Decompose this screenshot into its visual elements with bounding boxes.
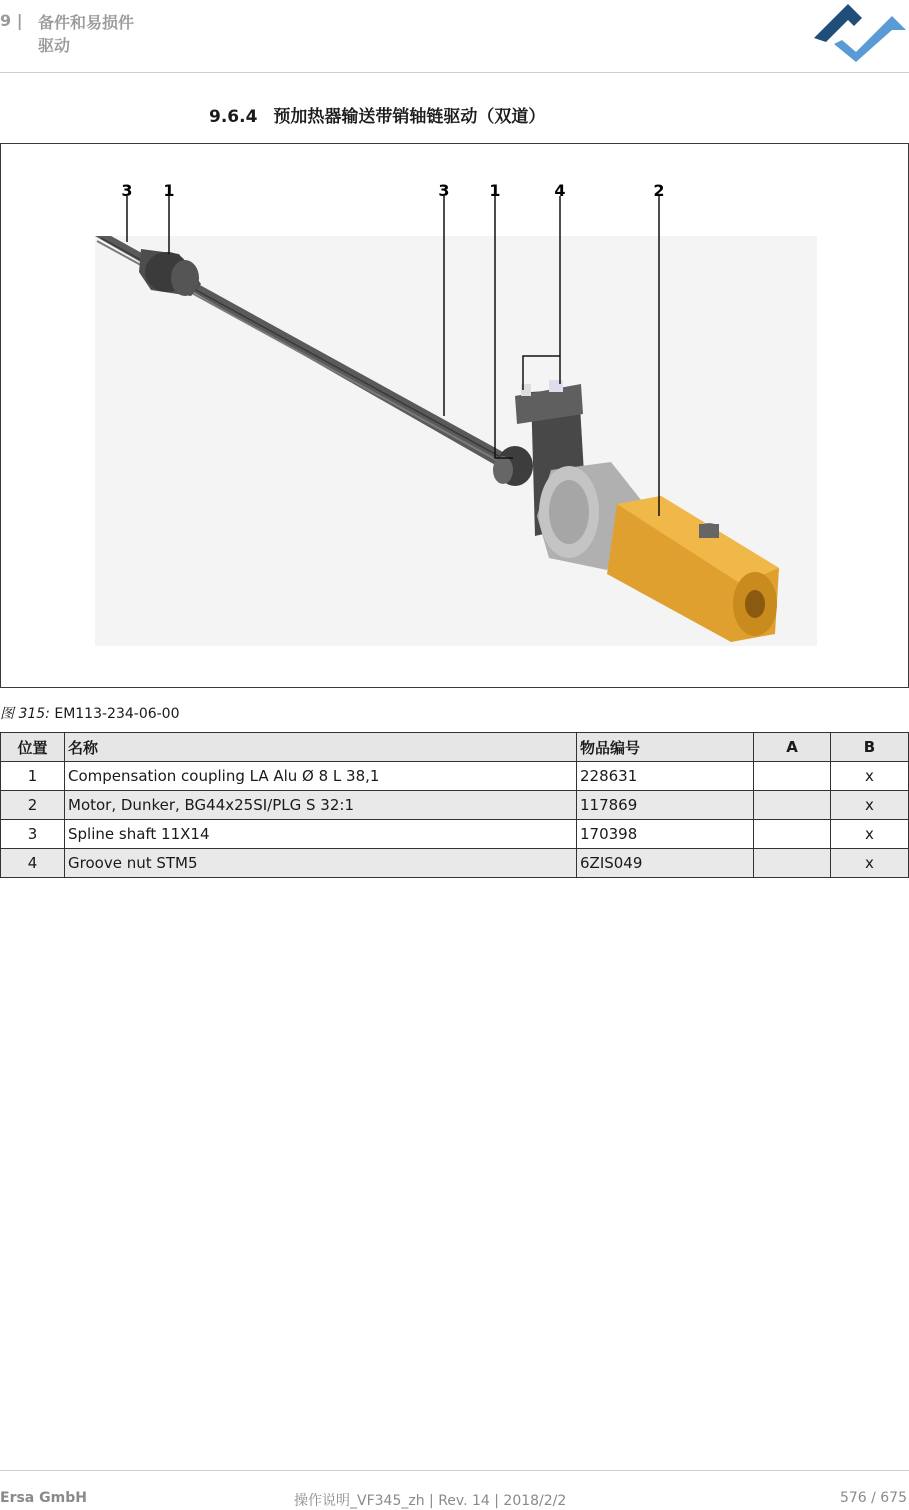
cell-a [754,791,831,820]
cell-position: 3 [1,820,65,849]
cell-position: 4 [1,849,65,878]
table-row [1,791,909,820]
callout-2: 2 [653,181,665,200]
caption-label: 图 315: [0,706,50,722]
table-row [1,849,909,878]
cell-name: Groove nut STM5 [65,849,577,878]
callout-4: 4 [554,181,566,200]
footer-document: 操作说明_VF345_zh | Rev. 14 | 2018/2/2 [294,1493,567,1509]
header-a: A [754,733,831,762]
cell-b: x [831,791,909,820]
header-b: B [831,733,909,762]
ersa-logo [812,0,908,62]
table-row [1,820,909,849]
callout-1b: 1 [489,181,501,200]
footer-page-number: 576 / 675 [839,1490,907,1506]
cell-a [754,849,831,878]
header-divider [0,72,909,73]
caption-text: EM113-234-06-00 [54,706,180,722]
drive-figure [0,143,909,688]
chapter-title [38,11,134,57]
footer-divider [0,1470,909,1471]
cell-name: Compensation coupling LA Alu Ø 8 L 38,1 [65,762,577,791]
section-heading [209,102,545,127]
cell-part-number: 170398 [577,820,754,849]
cell-b: x [831,762,909,791]
section-number: 9.6.4 [209,107,258,127]
cell-a [754,762,831,791]
callout-3a: 3 [121,181,133,200]
section-title: 预加热器输送带销轴链驱动（双道） [273,107,546,127]
cell-name: Motor, Dunker, BG44x25SI/PLG S 32:1 [65,791,577,820]
chapter-title-line1: 备件和易损件 [38,13,135,32]
cell-part-number: 6ZIS049 [577,849,754,878]
table-row [1,762,909,791]
cell-position: 2 [1,791,65,820]
cell-part-number: 117869 [577,791,754,820]
table-header-row [1,733,909,762]
header-position: 位置 [1,733,65,762]
cell-name: Spline shaft 11X14 [65,820,577,849]
footer-company: Ersa GmbH [0,1490,87,1506]
cell-b: x [831,849,909,878]
cell-position: 1 [1,762,65,791]
parts-table [0,732,909,878]
cell-a [754,820,831,849]
chapter-title-line2: 驱动 [38,36,71,55]
callout-3b: 3 [438,181,450,200]
header-name: 名称 [65,733,577,762]
header-part-number: 物品编号 [577,733,754,762]
cell-part-number: 228631 [577,762,754,791]
chapter-number: 9 | [0,11,23,30]
cell-b: x [831,820,909,849]
drive-illustration [1,144,908,687]
figure-caption [0,703,180,723]
callout-1a: 1 [163,181,175,200]
